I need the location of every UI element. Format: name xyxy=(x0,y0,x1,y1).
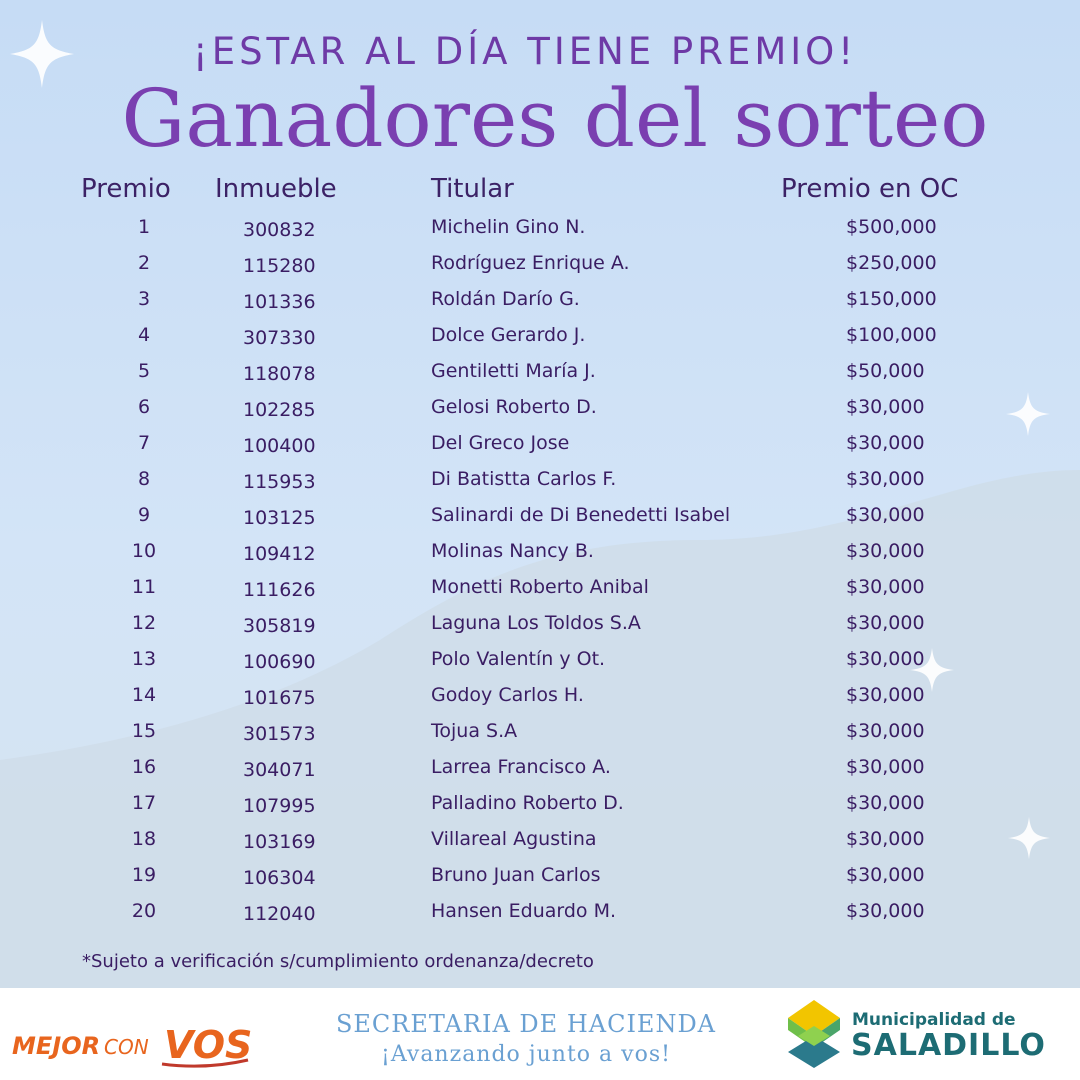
table-row xyxy=(0,210,1080,246)
table-row xyxy=(0,354,1080,390)
titular-cell: Molinas Nancy B. xyxy=(431,540,594,562)
inmueble-cell: 301573 xyxy=(243,723,316,745)
titular-cell: Roldán Darío G. xyxy=(431,288,580,310)
inmueble-cell: 100400 xyxy=(243,435,316,457)
titular-cell: Villareal Agustina xyxy=(431,828,597,850)
inmueble-cell: 103125 xyxy=(243,507,316,529)
premio-cell: 1 xyxy=(137,216,151,238)
premio-cell: 11 xyxy=(131,576,157,598)
table-row xyxy=(0,894,1080,930)
premio-cell: 2 xyxy=(137,252,151,274)
premio-oc-cell: $30,000 xyxy=(846,540,925,562)
inmueble-cell: 300832 xyxy=(243,219,316,241)
premio-oc-cell: $30,000 xyxy=(846,828,925,850)
inmueble-cell: 103169 xyxy=(243,831,316,853)
premio-cell: 9 xyxy=(137,504,151,526)
premio-cell: 17 xyxy=(131,792,157,814)
inmueble-cell: 101336 xyxy=(243,291,316,313)
table-row xyxy=(0,318,1080,354)
table-row xyxy=(0,498,1080,534)
mejor-con-vos-logo xyxy=(12,1010,252,1070)
premio-oc-cell: $30,000 xyxy=(846,864,925,886)
table-row xyxy=(0,282,1080,318)
table-row xyxy=(0,534,1080,570)
inmueble-cell: 112040 xyxy=(243,903,316,925)
page-title: Ganadores del sorteo xyxy=(121,72,989,165)
inmueble-cell: 118078 xyxy=(243,363,316,385)
premio-cell: 20 xyxy=(131,900,157,922)
premio-cell: 14 xyxy=(131,684,157,706)
titular-cell: Hansen Eduardo M. xyxy=(431,900,617,922)
inmueble-cell: 307330 xyxy=(243,327,316,349)
titular-cell: Polo Valentín y Ot. xyxy=(431,648,606,670)
premio-oc-cell: $30,000 xyxy=(846,576,925,598)
titular-cell: Gelosi Roberto D. xyxy=(431,396,597,418)
table-row xyxy=(0,714,1080,750)
premio-cell: 15 xyxy=(131,720,157,742)
premio-oc-cell: $30,000 xyxy=(846,648,925,670)
titular-cell: Del Greco Jose xyxy=(431,432,570,454)
svg-text:VOS: VOS xyxy=(164,1023,252,1067)
svg-text:CON: CON xyxy=(104,1035,149,1059)
inmueble-cell: 106304 xyxy=(243,867,316,889)
premio-oc-cell: $500,000 xyxy=(846,216,937,238)
tagline: ¡Avanzando junto a vos! xyxy=(381,1042,671,1067)
inmueble-cell: 107995 xyxy=(243,795,316,817)
titular-cell: Monetti Roberto Anibal xyxy=(431,576,649,598)
premio-oc-cell: $30,000 xyxy=(846,720,925,742)
table-row xyxy=(0,570,1080,606)
premio-cell: 10 xyxy=(131,540,157,562)
premio-cell: 8 xyxy=(137,468,151,490)
column-header-inmueble: Inmueble xyxy=(215,174,337,204)
premio-oc-cell: $30,000 xyxy=(846,432,925,454)
titular-cell: Michelin Gino N. xyxy=(431,216,586,238)
titular-cell: Palladino Roberto D. xyxy=(431,792,624,814)
titular-cell: Salinardi de Di Benedetti Isabel xyxy=(431,504,731,526)
premio-oc-cell: $30,000 xyxy=(846,468,925,490)
titular-cell: Rodríguez Enrique A. xyxy=(431,252,630,274)
inmueble-cell: 111626 xyxy=(243,579,316,601)
winners-table xyxy=(0,210,1080,930)
titular-cell: Godoy Carlos H. xyxy=(431,684,584,706)
table-row xyxy=(0,858,1080,894)
titular-cell: Gentiletti María J. xyxy=(431,360,596,382)
premio-oc-cell: $30,000 xyxy=(846,504,925,526)
premio-oc-cell: $30,000 xyxy=(846,756,925,778)
column-header-titular: Titular xyxy=(431,174,514,204)
municipality-name-line1: Municipalidad de xyxy=(852,1010,1016,1030)
inmueble-cell: 101675 xyxy=(243,687,316,709)
table-row xyxy=(0,390,1080,426)
premio-oc-cell: $100,000 xyxy=(846,324,937,346)
titular-cell: Bruno Juan Carlos xyxy=(431,864,601,886)
titular-cell: Tojua S.A xyxy=(431,720,518,742)
premio-cell: 12 xyxy=(131,612,157,634)
svg-text:MEJOR: MEJOR xyxy=(12,1032,101,1060)
premio-oc-cell: $30,000 xyxy=(846,792,925,814)
premio-oc-cell: $150,000 xyxy=(846,288,937,310)
table-row xyxy=(0,642,1080,678)
titular-cell: Dolce Gerardo J. xyxy=(431,324,586,346)
inmueble-cell: 304071 xyxy=(243,759,316,781)
titular-cell: Laguna Los Toldos S.A xyxy=(431,612,641,634)
inmueble-cell: 102285 xyxy=(243,399,316,421)
premio-cell: 19 xyxy=(131,864,157,886)
secretaria-label: SECRETARIA DE HACIENDA xyxy=(335,1010,717,1038)
premio-cell: 16 xyxy=(131,756,157,778)
municipality-logo-icon xyxy=(784,996,844,1072)
premio-cell: 4 xyxy=(137,324,151,346)
titular-cell: Larrea Francisco A. xyxy=(431,756,611,778)
inmueble-cell: 109412 xyxy=(243,543,316,565)
municipality-name-line2: SALADILLO xyxy=(851,1028,1046,1063)
table-row xyxy=(0,426,1080,462)
premio-cell: 18 xyxy=(131,828,157,850)
column-header-premio-oc: Premio en OC xyxy=(781,174,959,204)
inmueble-cell: 305819 xyxy=(243,615,316,637)
table-row xyxy=(0,822,1080,858)
table-row xyxy=(0,462,1080,498)
premio-oc-cell: $30,000 xyxy=(846,396,925,418)
premio-oc-cell: $50,000 xyxy=(846,360,925,382)
table-row xyxy=(0,246,1080,282)
premio-oc-cell: $250,000 xyxy=(846,252,937,274)
column-header-premio: Premio xyxy=(81,174,171,204)
premio-cell: 6 xyxy=(137,396,151,418)
table-row xyxy=(0,678,1080,714)
premio-cell: 5 xyxy=(137,360,151,382)
premio-oc-cell: $30,000 xyxy=(846,900,925,922)
footnote: *Sujeto a verificación s/cumplimiento ordenanza/decreto xyxy=(82,951,594,972)
premio-oc-cell: $30,000 xyxy=(846,684,925,706)
page-subtitle: ¡ESTAR AL DÍA TIENE PREMIO! xyxy=(192,30,858,73)
inmueble-cell: 115953 xyxy=(243,471,316,493)
premio-oc-cell: $30,000 xyxy=(846,612,925,634)
premio-cell: 13 xyxy=(131,648,157,670)
titular-cell: Di Batistta Carlos F. xyxy=(431,468,617,490)
premio-cell: 7 xyxy=(137,432,151,454)
table-row xyxy=(0,606,1080,642)
footer xyxy=(0,988,1080,1080)
inmueble-cell: 100690 xyxy=(243,651,316,673)
premio-cell: 3 xyxy=(137,288,151,310)
inmueble-cell: 115280 xyxy=(243,255,316,277)
table-row xyxy=(0,750,1080,786)
table-row xyxy=(0,786,1080,822)
